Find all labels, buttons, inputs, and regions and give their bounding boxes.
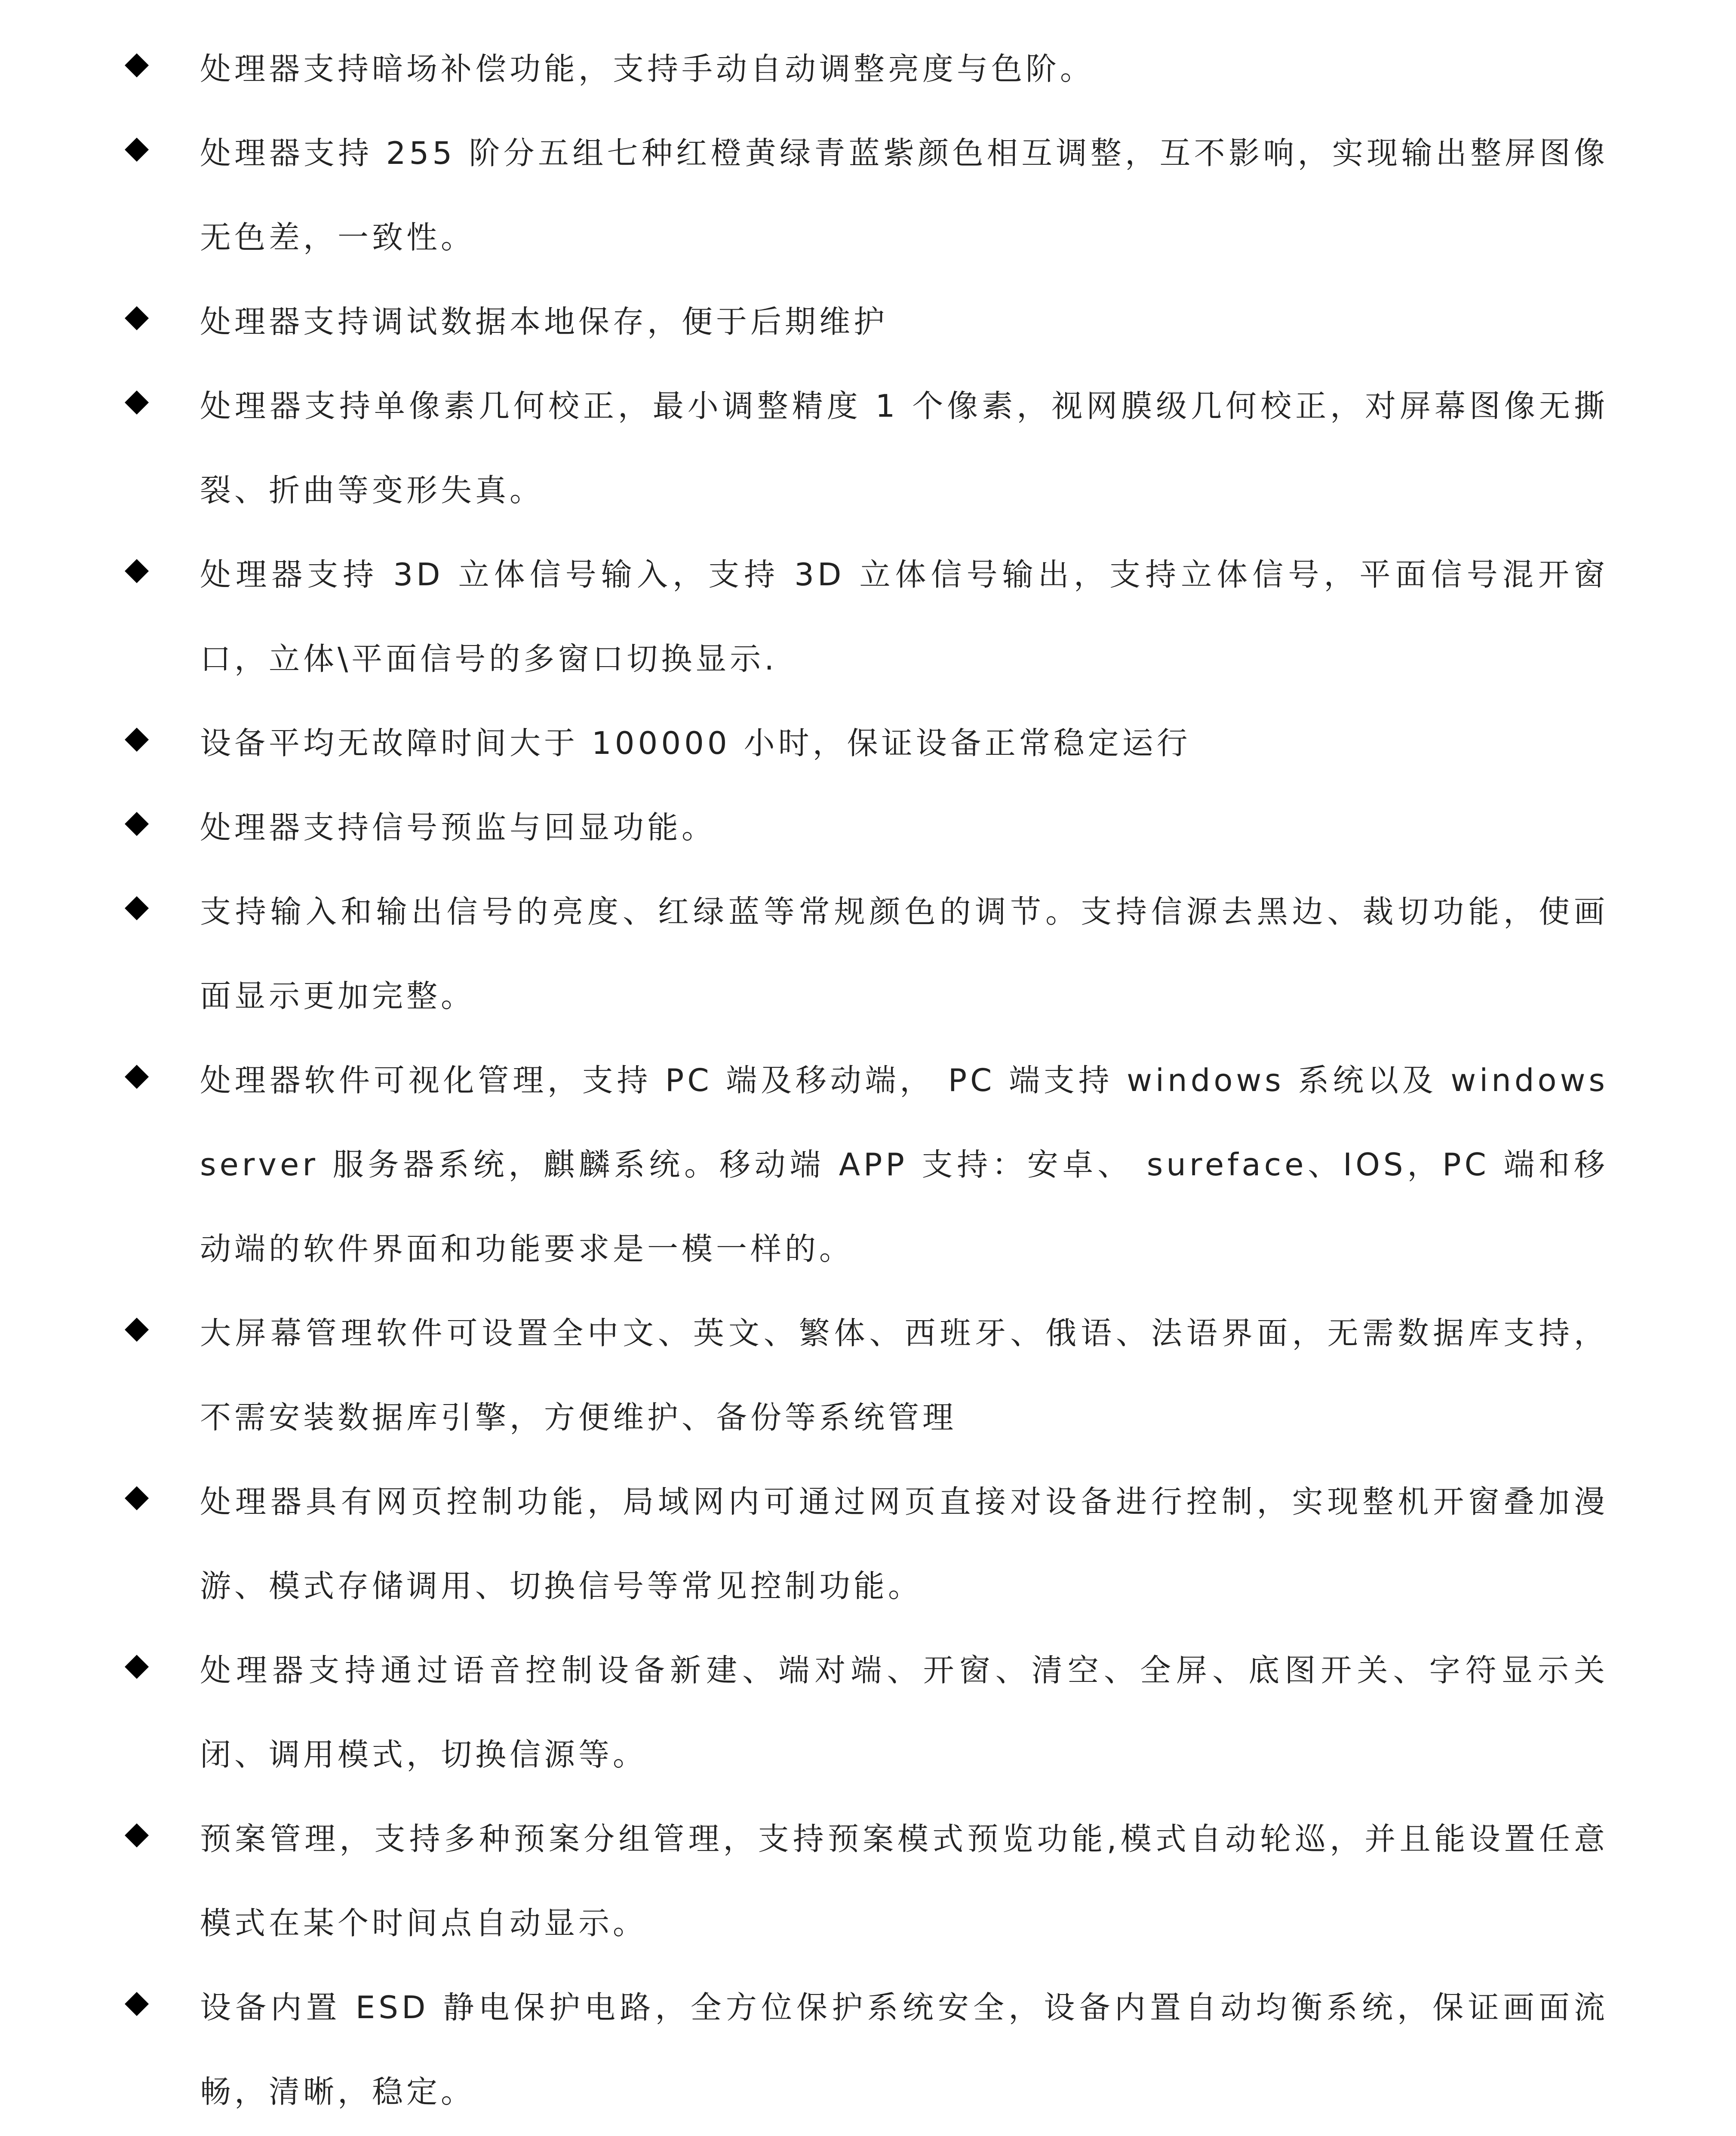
- bullet-text: 处理器支持信号预监与回显功能。: [200, 809, 716, 845]
- bullet-text: 处理器支持通过语音控制设备新建、端对端、开窗、清空、全屏、底图开关、字符显示关闭、调用模式，切换信源等。: [200, 1652, 1608, 1773]
- bullet-text: 预案管理，支持多种预案分组管理，支持预案模式预览功能,模式自动轮巡，并且能设置任意模式在某个时间点自动显示。: [200, 1821, 1608, 1941]
- bullet-item: [125, 785, 1608, 870]
- bullet-text: 处理器支持暗场补偿功能，支持手动自动调整亮度与色阶。: [200, 51, 1095, 87]
- black-diamond-icon: [125, 896, 149, 920]
- feature-bullet-list: [125, 27, 1608, 2134]
- black-diamond-icon: [125, 812, 149, 836]
- bullet-item: [125, 1797, 1608, 1965]
- bullet-item: [125, 870, 1608, 1038]
- black-diamond-icon: [125, 728, 149, 752]
- bullet-text: 处理器支持调试数据本地保存，便于后期维护: [200, 304, 888, 340]
- black-diamond-icon: [125, 1486, 149, 1510]
- bullet-item: [125, 701, 1608, 785]
- bullet-text: 处理器支持 3D 立体信号输入，支持 3D 立体信号输出，支持立体信号，平面信号混开窗口，立体\平面信号的多窗口切换显示.: [200, 556, 1608, 677]
- bullet-text: 处理器具有网页控制功能，局域网内可通过网页直接对设备进行控制，实现整机开窗叠加漫游、模式存储调用、切换信号等常见控制功能。: [200, 1484, 1608, 1604]
- bullet-text: 处理器软件可视化管理，支持 PC 端及移动端， PC 端支持 windows 系统以及 windows server 服务器系统，麒麟系统。移动端 APP 支持：安卓、 sureface、IOS，PC 端和移动端的软件界面和功能要求是一模一样的。: [200, 1062, 1608, 1267]
- bullet-item: [125, 111, 1608, 280]
- black-diamond-icon: [125, 1992, 149, 2016]
- bullet-item: [125, 27, 1608, 111]
- bullet-text: 处理器支持单像素几何校正，最小调整精度 1 个像素，视网膜级几何校正，对屏幕图像无撕裂、折曲等变形失真。: [200, 388, 1608, 508]
- bullet-item: [125, 1291, 1608, 1460]
- bullet-text: 设备内置 ESD 静电保护电路，全方位保护系统安全，设备内置自动均衡系统，保证画面流畅，清晰，稳定。: [200, 1989, 1608, 2110]
- black-diamond-icon: [125, 1655, 149, 1679]
- black-diamond-icon: [125, 390, 149, 415]
- black-diamond-icon: [125, 1823, 149, 1847]
- black-diamond-icon: [125, 1065, 149, 1089]
- bullet-text: 支持输入和输出信号的亮度、红绿蓝等常规颜色的调节。支持信源去黑边、裁切功能，使画面显示更加完整。: [200, 894, 1608, 1014]
- bullet-item: [125, 1965, 1608, 2134]
- black-diamond-icon: [125, 138, 149, 162]
- bullet-text: 处理器支持 255 阶分五组七种红橙黄绿青蓝紫颜色相互调整，互不影响，实现输出整屏图像无色差，一致性。: [200, 135, 1608, 255]
- black-diamond-icon: [125, 306, 149, 330]
- bullet-text: 大屏幕管理软件可设置全中文、英文、繁体、西班牙、俄语、法语界面，无需数据库支持，不需安装数据库引擎，方便维护、备份等系统管理: [200, 1315, 1608, 1435]
- bullet-item: [125, 532, 1608, 701]
- bullet-item: [125, 1038, 1608, 1291]
- black-diamond-icon: [125, 1318, 149, 1342]
- bullet-text: 设备平均无故障时间大于 100000 小时，保证设备正常稳定运行: [200, 725, 1191, 761]
- bullet-item: [125, 1628, 1608, 1797]
- bullet-item: [125, 364, 1608, 532]
- bullet-item: [125, 280, 1608, 364]
- black-diamond-icon: [125, 53, 149, 77]
- bullet-item: [125, 1460, 1608, 1628]
- black-diamond-icon: [125, 559, 149, 583]
